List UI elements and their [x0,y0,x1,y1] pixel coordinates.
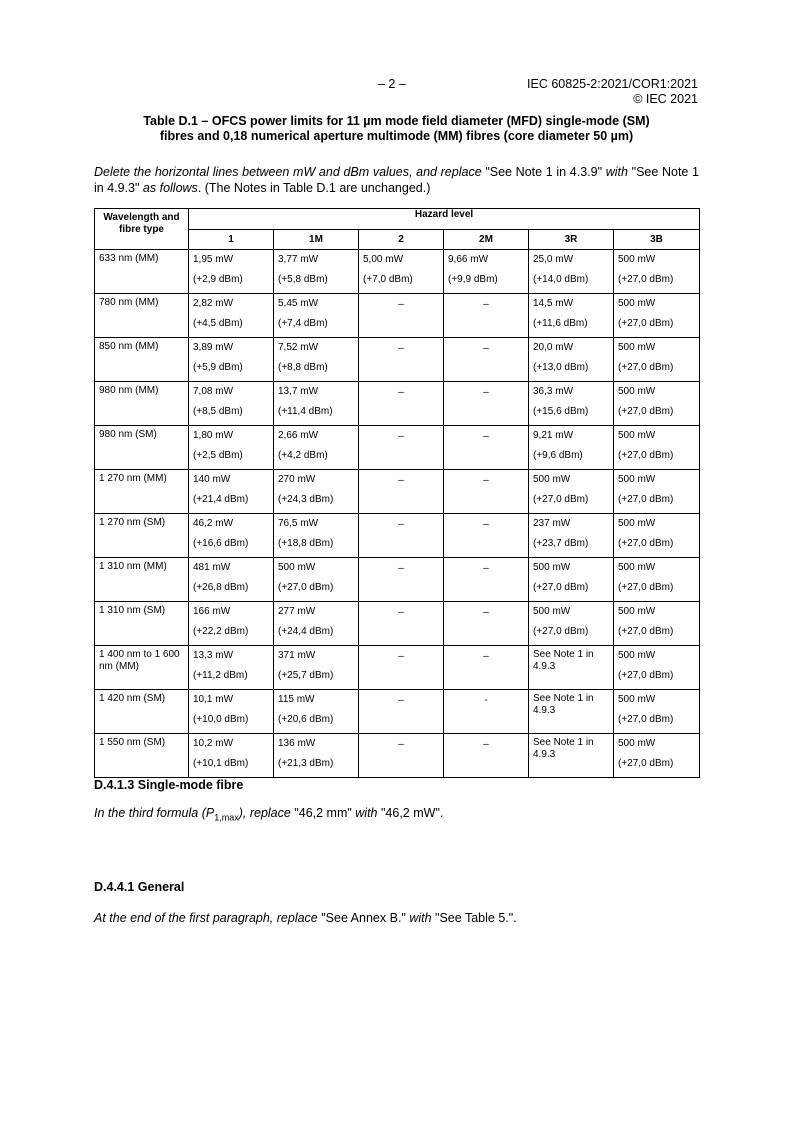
value-cell [444,514,529,558]
wavelength-cell: 1 420 nm (SM) [95,690,189,734]
instruction-paragraph [94,164,699,196]
hazard-level-header: 2 [359,230,444,250]
hazard-level-header: 3R [529,230,614,250]
instruction-text-2: "See Note 1 in 4.9.3" [94,165,700,195]
not-applicable-dash: – [483,739,489,750]
value-cell [274,382,359,426]
section-d413-paragraph [94,806,443,823]
d413-p-subscript: 1,max [214,812,239,823]
power-mw-value: 500 mW [618,254,656,265]
value-cell [274,734,359,778]
power-dbm-value: (+27,0 dBm) [533,582,589,593]
power-mw-value: 481 mW [193,562,231,573]
value-cell [274,338,359,382]
power-dbm-value: (+27,0 dBm) [533,494,589,505]
value-cell [274,602,359,646]
value-cell [614,558,700,602]
table-title [95,114,698,144]
power-mw-value: 2,82 mW [193,298,234,309]
value-cell [274,250,359,294]
power-mw-value: 7,08 mW [193,386,234,397]
wavelength-cell: 980 nm (MM) [95,382,189,426]
table-row [95,690,700,734]
value-cell [529,382,614,426]
not-applicable-dash: – [398,519,404,530]
power-mw-value: 166 mW [193,606,231,617]
power-mw-value: 13,7 mW [278,386,319,397]
wavelength-cell: 1 400 nm to 1 600 nm (MM) [95,646,189,690]
value-cell [614,470,700,514]
value-cell [614,734,700,778]
table-row [95,514,700,558]
value-cell [614,690,700,734]
hazard-level-header: 1M [274,230,359,250]
document-reference [527,77,698,107]
value-cell [189,602,274,646]
value-cell [359,250,444,294]
not-applicable-dash: – [483,519,489,530]
value-cell [444,338,529,382]
power-mw-value: 5,00 mW [363,254,404,265]
power-dbm-value: (+27,0 dBm) [618,450,674,461]
value-cell [359,734,444,778]
value-cell [444,426,529,470]
power-mw-value: 10,2 mW [193,738,234,749]
instruction-italic-2: with [605,165,628,179]
value-cell [529,734,614,778]
value-cell [614,294,700,338]
value-cell [189,470,274,514]
power-dbm-value: (+13,0 dBm) [533,362,589,373]
instruction-italic-1: Delete the horizontal lines between mW and dBm values, and replace [94,165,482,179]
d441-italic-1: At the end of the first paragraph, replace [94,911,318,925]
value-cell [359,470,444,514]
power-dbm-value: (+27,0 dBm) [618,318,674,329]
table-row [95,426,700,470]
power-mw-value: 237 mW [533,518,571,529]
power-mw-value: 140 mW [193,474,231,485]
power-mw-value: 270 mW [278,474,316,485]
value-cell [189,558,274,602]
hazard-level-header: 2M [444,230,529,250]
value-cell [274,646,359,690]
d413-italic-3: with [355,806,378,820]
value-cell [359,382,444,426]
instruction-text-1: "See Note 1 in 4.3.9" [481,165,606,179]
power-mw-value: 500 mW [618,562,656,573]
power-mw-value: 500 mW [618,298,656,309]
power-dbm-value: (+27,0 dBm) [618,714,674,725]
value-cell [529,514,614,558]
power-mw-value: 115 mW [278,694,315,705]
value-cell [189,514,274,558]
power-dbm-value: (+14,0 dBm) [533,274,589,285]
not-applicable-dash: – [398,387,404,398]
value-cell [614,338,700,382]
column-header-hazard-level: Hazard level [189,209,700,230]
power-dbm-value: (+18,8 dBm) [278,538,334,549]
table-title-line-1: Table D.1 – OFCS power limits for 11 µm mode field diameter (MFD) single-mode (SM) [143,114,650,128]
value-cell [189,294,274,338]
d441-text-1: "See Annex B." [317,911,410,925]
power-mw-value: 500 mW [618,342,656,353]
power-mw-value: 5,45 mW [278,298,319,309]
power-mw-value: 1,80 mW [193,430,234,441]
value-cell [529,470,614,514]
power-mw-value: 500 mW [618,474,656,485]
power-mw-value: 500 mW [533,606,571,617]
power-mw-value: 20,0 mW [533,342,574,353]
section-heading-d441: D.4.4.1 General [94,880,185,894]
power-dbm-value: (+23,7 dBm) [533,538,589,549]
not-applicable-dash: – [398,695,404,706]
value-cell [444,734,529,778]
see-note-text: See Note 1 in 4.9.3 [533,693,594,716]
value-cell [359,294,444,338]
power-dbm-value: (+22,2 dBm) [193,626,249,637]
power-mw-value: 500 mW [533,474,571,485]
value-cell [359,338,444,382]
value-cell [529,426,614,470]
value-cell [444,646,529,690]
d413-italic-2: ), replace [238,806,291,820]
power-dbm-value: (+5,8 dBm) [278,274,328,285]
table-row [95,470,700,514]
wavelength-cell: 850 nm (MM) [95,338,189,382]
value-cell [444,558,529,602]
power-mw-value: 500 mW [618,386,656,397]
value-cell [189,646,274,690]
value-cell [529,338,614,382]
power-dbm-value: (+11,4 dBm) [278,406,333,417]
value-cell [189,426,274,470]
value-cell [614,602,700,646]
value-cell [614,514,700,558]
value-cell [444,470,529,514]
section-heading-d413: D.4.1.3 Single-mode fibre [94,778,244,792]
power-dbm-value: (+24,3 dBm) [278,494,334,505]
value-cell [444,382,529,426]
power-dbm-value: (+26,8 dBm) [193,582,249,593]
table-row [95,602,700,646]
not-applicable-dash: – [398,299,404,310]
value-cell [274,294,359,338]
power-dbm-value: (+8,5 dBm) [193,406,243,417]
wavelength-cell: 1 310 nm (MM) [95,558,189,602]
value-cell [189,250,274,294]
value-cell [614,382,700,426]
power-dbm-value: (+21,3 dBm) [278,758,334,769]
power-dbm-value: (+7,4 dBm) [278,318,328,329]
power-dbm-value: (+10,0 dBm) [193,714,249,725]
power-mw-value: 36,3 mW [533,386,574,397]
power-dbm-value: (+15,6 dBm) [533,406,589,417]
power-mw-value: 3,89 mW [193,342,234,353]
value-cell [444,602,529,646]
value-cell [189,382,274,426]
power-dbm-value: (+27,0 dBm) [618,582,674,593]
column-header-wavelength: Wavelength and fibre type [95,209,189,250]
power-dbm-value: (+16,6 dBm) [193,538,249,549]
power-mw-value: 13,3 mW [193,650,234,661]
value-cell [359,426,444,470]
value-cell [359,558,444,602]
wavelength-cell: 1 270 nm (MM) [95,470,189,514]
copyright: © IEC 2021 [633,92,698,106]
power-dbm-value: (+4,2 dBm) [278,450,328,461]
not-applicable-dash: – [483,475,489,486]
table-row [95,734,700,778]
power-mw-value: 7,52 mW [278,342,319,353]
power-dbm-value: (+27,0 dBm) [618,626,674,637]
value-cell [274,470,359,514]
power-dbm-value: (+4,5 dBm) [193,318,243,329]
power-dbm-value: (+20,6 dBm) [278,714,334,725]
not-applicable-dash: – [483,343,489,354]
wavelength-cell: 980 nm (SM) [95,426,189,470]
not-applicable-dash: – [398,607,404,618]
document-id: IEC 60825-2:2021/COR1:2021 [527,77,698,91]
value-cell [359,646,444,690]
value-cell [189,338,274,382]
power-dbm-value: (+11,6 dBm) [533,318,588,329]
power-dbm-value: (+7,0 dBm) [363,274,413,285]
value-cell [529,646,614,690]
table-title-line-2: fibres and 0,18 numerical aperture multimode (MM) fibres (core diameter 50 µm) [159,129,634,143]
value-cell [529,294,614,338]
power-mw-value: 500 mW [533,562,571,573]
table-row [95,294,700,338]
power-dbm-value: (+27,0 dBm) [618,406,674,417]
power-mw-value: 1,95 mW [193,254,234,265]
power-mw-value: 500 mW [278,562,316,573]
wavelength-cell: 633 nm (MM) [95,250,189,294]
power-mw-value: 10,1 mW [193,694,234,705]
value-cell [444,250,529,294]
power-mw-value: 500 mW [618,738,656,749]
power-dbm-value: (+27,0 dBm) [618,758,674,769]
hazard-level-header: 1 [189,230,274,250]
power-mw-value: 14,5 mW [533,298,574,309]
not-applicable-dash: – [483,431,489,442]
value-cell [274,514,359,558]
d413-p-letter: P [205,806,215,820]
see-note-text: See Note 1 in 4.9.3 [533,649,594,672]
not-applicable-dash: – [483,651,489,662]
wavelength-cell: 1 310 nm (SM) [95,602,189,646]
table-row [95,382,700,426]
power-dbm-value: (+27,0 dBm) [618,494,674,505]
power-mw-value: 277 mW [278,606,316,617]
value-cell [529,690,614,734]
section-d441-paragraph [94,911,517,925]
d413-text-2: "46,2 mW". [377,806,444,820]
power-mw-value: 76,5 mW [278,518,319,529]
not-applicable-dash: – [398,563,404,574]
power-dbm-value: (+27,0 dBm) [618,274,674,285]
power-mw-value: 500 mW [618,430,656,441]
power-limits-table [94,208,700,778]
value-cell [444,690,529,734]
value-cell [614,646,700,690]
power-dbm-value: (+27,0 dBm) [618,670,674,681]
instruction-italic-3: as follows [142,181,198,195]
power-mw-value: 3,77 mW [278,254,319,265]
power-dbm-value: (+27,0 dBm) [533,626,589,637]
power-dbm-value: (+9,6 dBm) [533,450,583,461]
not-applicable-dash: – [483,387,489,398]
power-mw-value: 9,66 mW [448,254,489,265]
not-applicable-dash: - [484,695,488,706]
value-cell [614,250,700,294]
power-mw-value: 500 mW [618,694,656,705]
power-dbm-value: (+2,9 dBm) [193,274,243,285]
value-cell [274,426,359,470]
power-mw-value: 9,21 mW [533,430,574,441]
value-cell [444,294,529,338]
table-row [95,646,700,690]
power-dbm-value: (+25,7 dBm) [278,670,334,681]
power-dbm-value: (+21,4 dBm) [193,494,249,505]
table-row [95,558,700,602]
page-number: – 2 – [378,77,406,91]
power-mw-value: 46,2 mW [193,518,234,529]
hazard-level-header: 3B [614,230,700,250]
not-applicable-dash: – [398,651,404,662]
d441-text-2: "See Table 5.". [431,911,517,925]
power-dbm-value: (+27,0 dBm) [278,582,334,593]
power-dbm-value: (+11,2 dBm) [193,670,248,681]
value-cell [359,514,444,558]
wavelength-cell: 1 270 nm (SM) [95,514,189,558]
not-applicable-dash: – [483,563,489,574]
not-applicable-dash: – [398,475,404,486]
not-applicable-dash: – [398,343,404,354]
power-mw-value: 2,66 mW [278,430,319,441]
table-row [95,250,700,294]
power-mw-value: 500 mW [618,650,656,661]
value-cell [189,690,274,734]
value-cell [529,558,614,602]
power-dbm-value: (+2,5 dBm) [193,450,243,461]
not-applicable-dash: – [483,299,489,310]
value-cell [274,690,359,734]
d413-text-1: "46,2 mm" [290,806,356,820]
value-cell [529,250,614,294]
wavelength-cell: 1 550 nm (SM) [95,734,189,778]
power-dbm-value: (+5,9 dBm) [193,362,243,373]
power-mw-value: 25,0 mW [533,254,574,265]
wavelength-cell: 780 nm (MM) [95,294,189,338]
power-mw-value: 136 mW [278,738,316,749]
power-mw-value: 371 mW [278,650,316,661]
power-mw-value: 500 mW [618,518,656,529]
d413-italic-1: In the third formula ( [94,806,206,820]
value-cell [614,426,700,470]
table-row [95,338,700,382]
value-cell [189,734,274,778]
value-cell [274,558,359,602]
power-dbm-value: (+27,0 dBm) [618,538,674,549]
value-cell [359,602,444,646]
d441-italic-2: with [409,911,432,925]
power-dbm-value: (+10,1 dBm) [193,758,249,769]
not-applicable-dash: – [398,431,404,442]
not-applicable-dash: – [398,739,404,750]
see-note-text: See Note 1 in 4.9.3 [533,737,594,760]
power-dbm-value: (+24,4 dBm) [278,626,334,637]
power-dbm-value: (+9,9 dBm) [448,274,498,285]
value-cell [359,690,444,734]
power-dbm-value: (+27,0 dBm) [618,362,674,373]
not-applicable-dash: – [483,607,489,618]
instruction-text-3: . (The Notes in Table D.1 are unchanged.) [197,181,431,195]
power-dbm-value: (+8,8 dBm) [278,362,328,373]
power-mw-value: 500 mW [618,606,656,617]
value-cell [529,602,614,646]
